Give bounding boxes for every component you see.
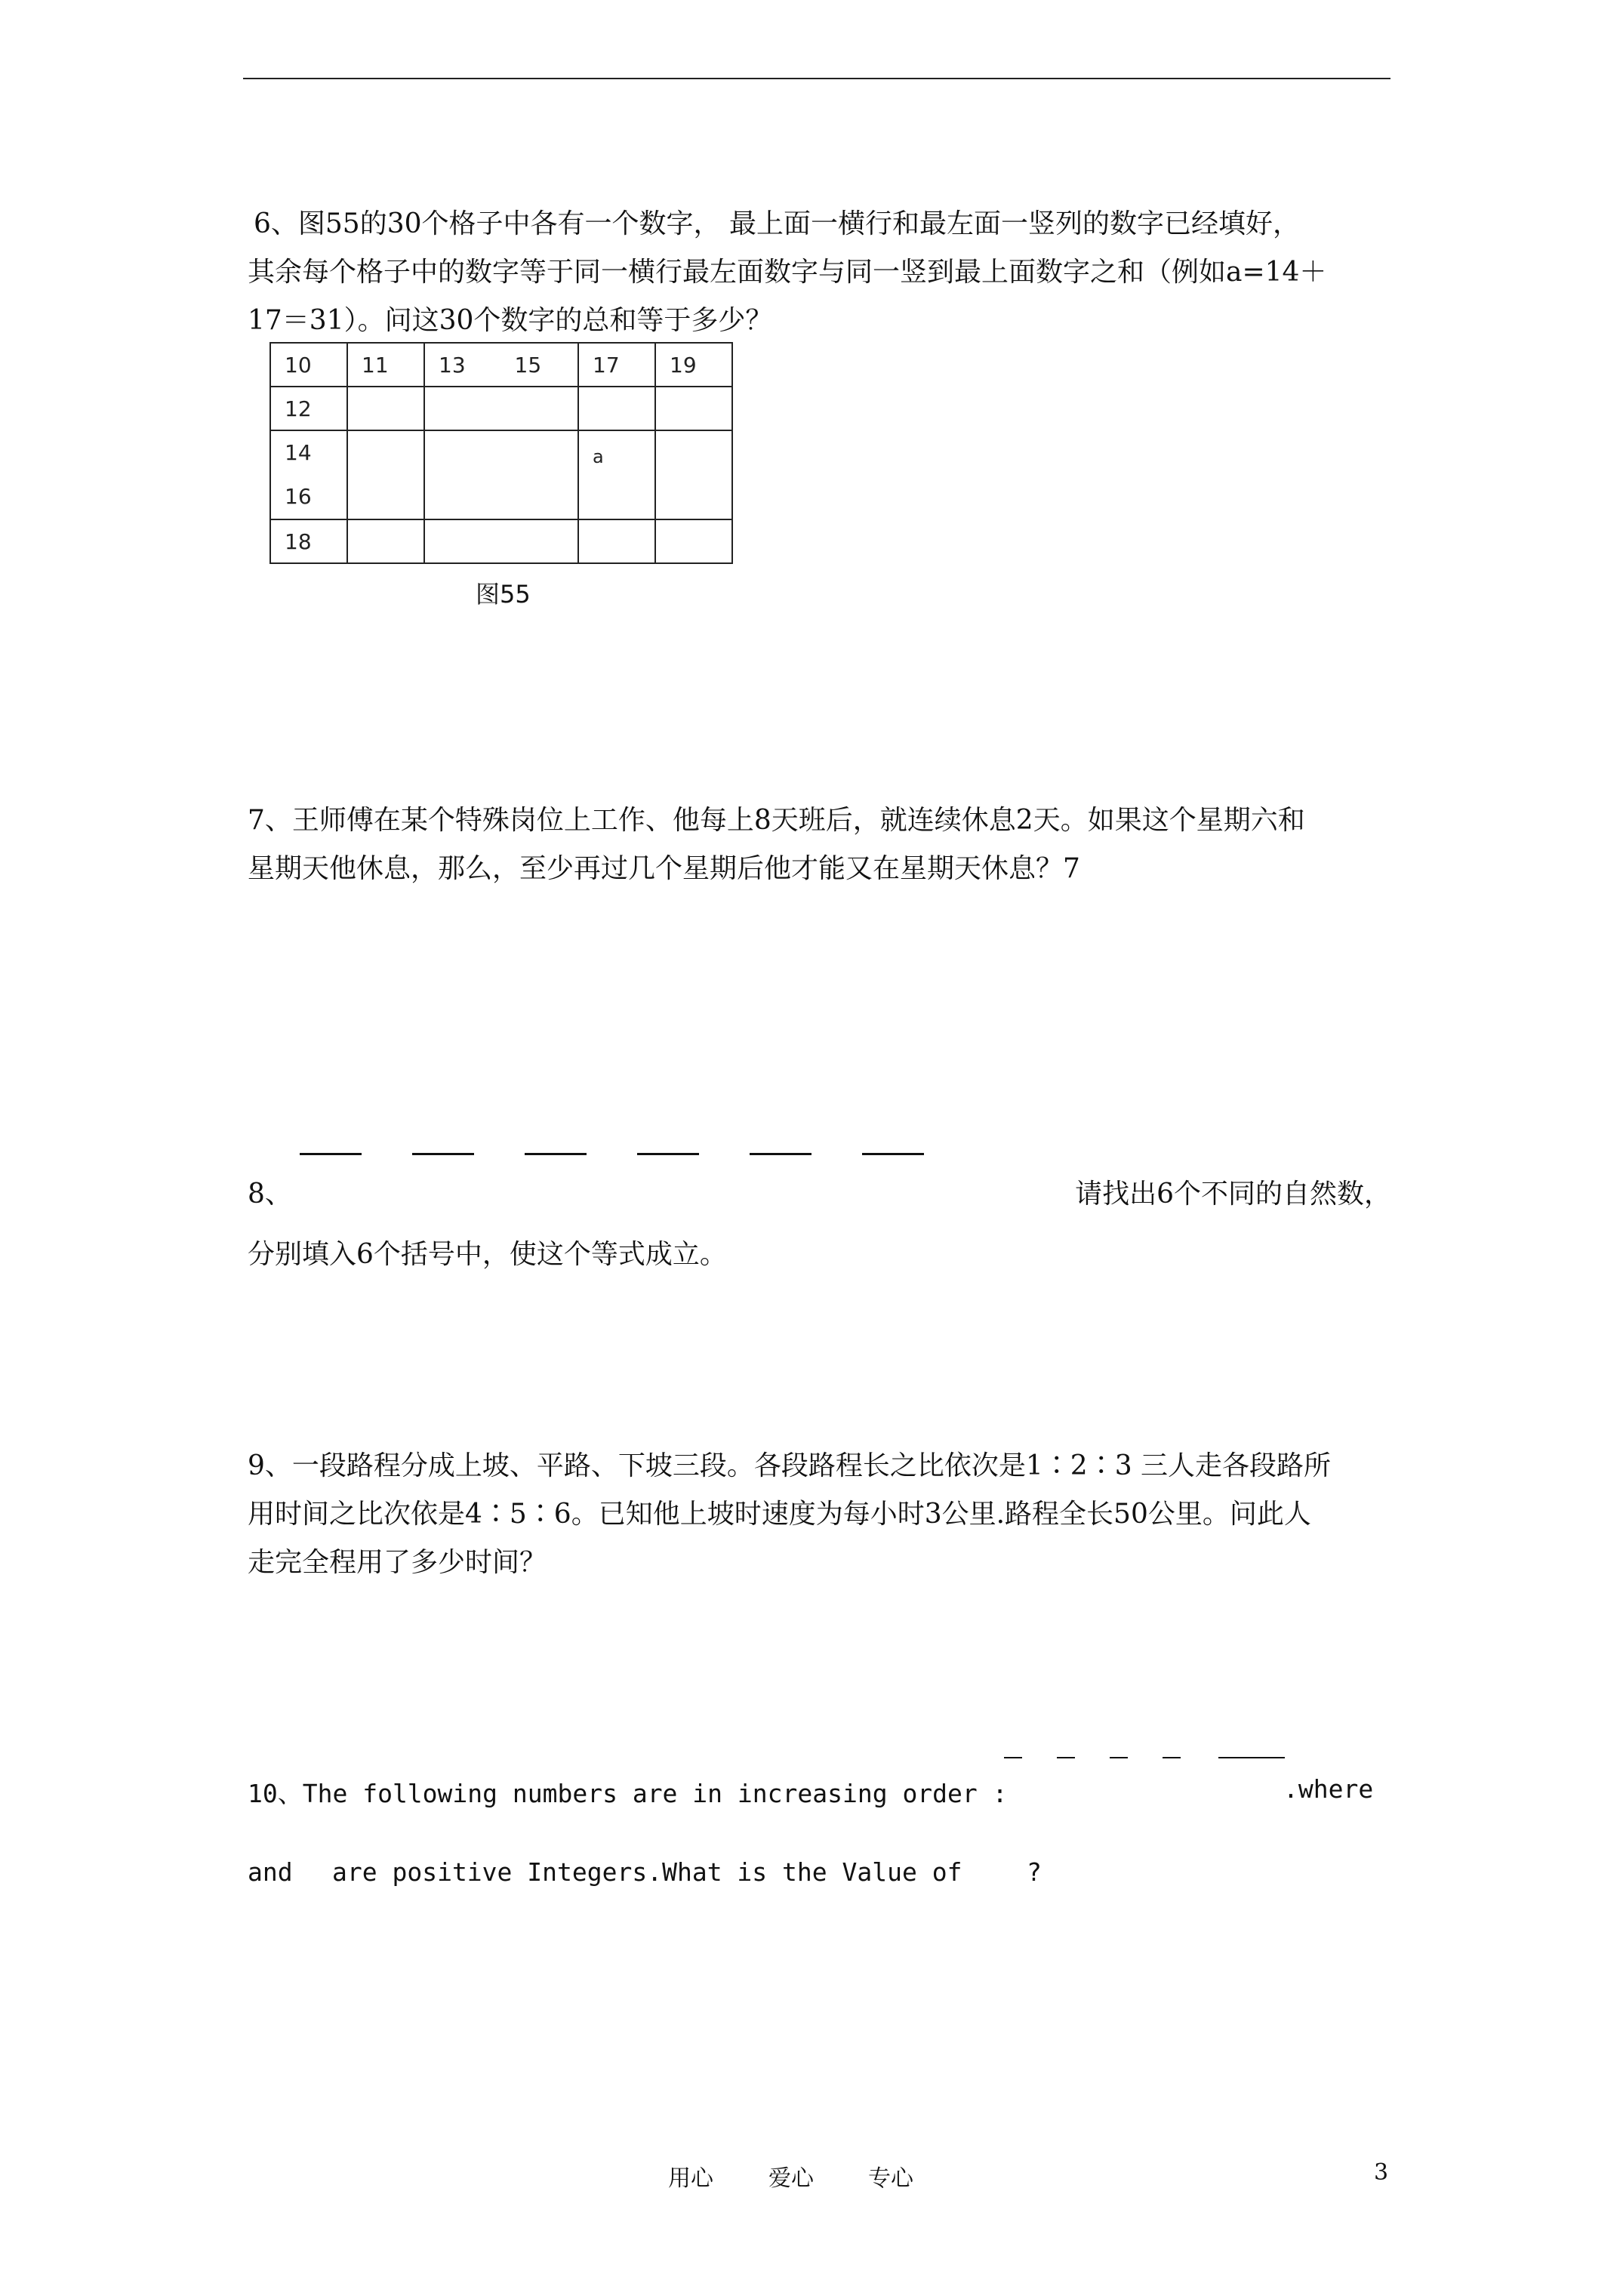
overline-mark <box>1110 1757 1128 1758</box>
table-cell <box>655 430 732 519</box>
table-cell <box>347 387 424 430</box>
table-cell <box>424 343 578 387</box>
figure-55-table <box>269 342 733 564</box>
overline-mark <box>1057 1757 1075 1758</box>
q9-line-3: 走完全程用了多少时间？ <box>248 1547 547 1578</box>
table-cell: 10 <box>270 343 347 387</box>
page-number: 3 <box>1374 2159 1389 2186</box>
footer-text-2: 爱心 <box>768 2165 814 2192</box>
table-cell <box>424 430 578 519</box>
table-cell: 18 <box>270 519 347 563</box>
q8-number: 8、 <box>248 1179 292 1210</box>
table-cell: 12 <box>270 387 347 430</box>
q9-line-2: 用时间之比次依是4∶5∶6。已知他上坡时速度为每小时3公里.路程全长50公里。问此人 <box>248 1499 1311 1530</box>
q8-line-2: 分别填入6个括号中，使这个等式成立。 <box>248 1239 727 1270</box>
question-6 <box>248 200 1391 345</box>
table-cell <box>347 519 424 563</box>
header-rule <box>243 78 1390 79</box>
table-row <box>270 343 732 387</box>
table-row <box>270 387 732 430</box>
answer-blank <box>300 1153 362 1155</box>
answer-blank <box>412 1153 474 1155</box>
figure-caption: 图55 <box>476 580 531 609</box>
cell-value: 16 <box>285 484 312 509</box>
q10-line-2b: are positive Integers.What is the Value of <box>332 1857 962 1887</box>
q8-tail: 请找出6个不同的自然数， <box>1075 1179 1391 1210</box>
table-cell <box>347 430 424 519</box>
table-cell: 19 <box>655 343 732 387</box>
overline-mark <box>1163 1757 1181 1758</box>
question-9 <box>248 1442 1391 1587</box>
cell-value: 13 <box>439 352 466 378</box>
footer-text-1: 用心 <box>668 2165 713 2192</box>
q10-line-1a: 10、The following numbers are in increasing order : <box>248 1779 1008 1808</box>
table-cell <box>655 519 732 563</box>
q10-line-2c: ? <box>1027 1857 1042 1887</box>
q10-line-2a: and <box>248 1857 293 1887</box>
table-cell <box>578 387 655 430</box>
q7-line-1: 7、王师傅在某个特殊岗位上工作、他每上8天班后，就连续休息2天。如果这个星期六和 <box>248 805 1305 836</box>
q8-line-1 <box>248 1170 1391 1231</box>
table-row <box>270 430 732 519</box>
answer-blank <box>637 1153 699 1155</box>
question-7 <box>248 797 1391 893</box>
answer-blank <box>862 1153 924 1155</box>
q7-line-2: 星期天他休息，那么，至少再过几个星期后他才能又在星期天休息？7 <box>248 853 1080 884</box>
table-cell: 11 <box>347 343 424 387</box>
footer-text-3: 专心 <box>868 2165 913 2192</box>
cell-value: 15 <box>514 352 542 378</box>
table-cell <box>424 387 578 430</box>
answer-blank <box>750 1153 812 1155</box>
q6-line-1: 6、图55的30个格子中各有一个数字， 最上面一横行和最左面一竖列的数字已经填好， <box>254 208 1300 239</box>
table-cell <box>270 430 347 519</box>
q9-line-1: 9、一段路程分成上坡、平路、下坡三段。各段路程长之比依次是1∶2∶3 三人走各段路所 <box>248 1450 1332 1481</box>
table-cell-a: a <box>578 430 655 519</box>
table-cell <box>578 519 655 563</box>
table-cell: 17 <box>578 343 655 387</box>
table-cell <box>655 387 732 430</box>
overline-mark <box>1004 1757 1022 1758</box>
q10-line-1b: .where <box>1283 1774 1374 1804</box>
cell-value: 14 <box>285 440 312 465</box>
table-cell <box>424 519 578 563</box>
q6-line-3: 17＝31）。问这30个数字的总和等于多少？ <box>248 305 773 336</box>
q6-line-2: 其余每个格子中的数字等于同一横行最左面数字与同一竖到最上面数字之和（例如a=14＋ <box>248 257 1327 288</box>
answer-blank <box>525 1153 587 1155</box>
table-row <box>270 519 732 563</box>
overline-mark <box>1218 1757 1285 1758</box>
question-8 <box>248 1170 1391 1279</box>
